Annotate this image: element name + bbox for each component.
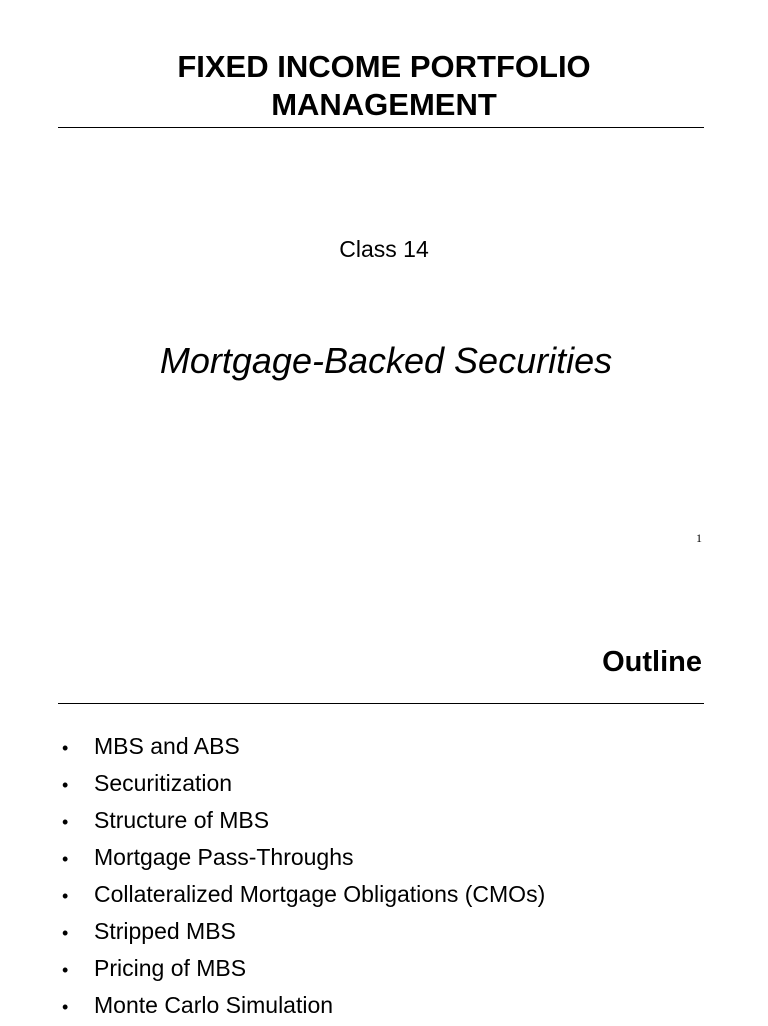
- list-item-text: Securitization: [94, 770, 233, 796]
- list-item: [62, 728, 545, 765]
- outline-heading: Outline: [602, 646, 702, 678]
- list-item-text: Mortgage Pass-Throughs: [94, 844, 354, 870]
- slide-subtitle: Mortgage-Backed Securities: [159, 340, 613, 381]
- outline-slide: [0, 580, 768, 1024]
- list-item-text: Pricing of MBS: [94, 955, 247, 981]
- title-divider: [58, 127, 704, 128]
- list-item: [62, 876, 545, 913]
- list-item: [62, 839, 545, 876]
- list-item: [62, 802, 545, 839]
- list-item-text: MBS and ABS: [94, 733, 240, 759]
- bullet-icon: •: [62, 960, 69, 980]
- slide-title-line-2: MANAGEMENT: [271, 87, 497, 122]
- list-item-text: Structure of MBS: [94, 807, 270, 833]
- bullet-icon: •: [62, 738, 69, 758]
- class-label: Class 14: [339, 236, 429, 262]
- page-number: 1: [696, 531, 702, 545]
- outline-divider: [58, 703, 704, 704]
- bullet-icon: •: [62, 812, 69, 832]
- bullet-icon: •: [62, 923, 69, 943]
- bullet-icon: •: [62, 775, 69, 795]
- bullet-icon: •: [62, 849, 69, 869]
- list-item-text: Stripped MBS: [94, 918, 236, 944]
- slide-title-line-1: FIXED INCOME PORTFOLIO: [177, 49, 591, 84]
- list-item: [62, 913, 545, 950]
- list-item: [62, 765, 545, 802]
- bullet-icon: •: [62, 886, 69, 906]
- outline-list: [62, 728, 545, 1024]
- slide-title: [0, 48, 768, 124]
- list-item-text: Monte Carlo Simulation: [94, 992, 334, 1018]
- list-item-text: Collateralized Mortgage Obligations (CMOs): [94, 881, 546, 907]
- list-item: [62, 987, 545, 1024]
- bullet-icon: •: [62, 997, 69, 1017]
- list-item: [62, 950, 545, 987]
